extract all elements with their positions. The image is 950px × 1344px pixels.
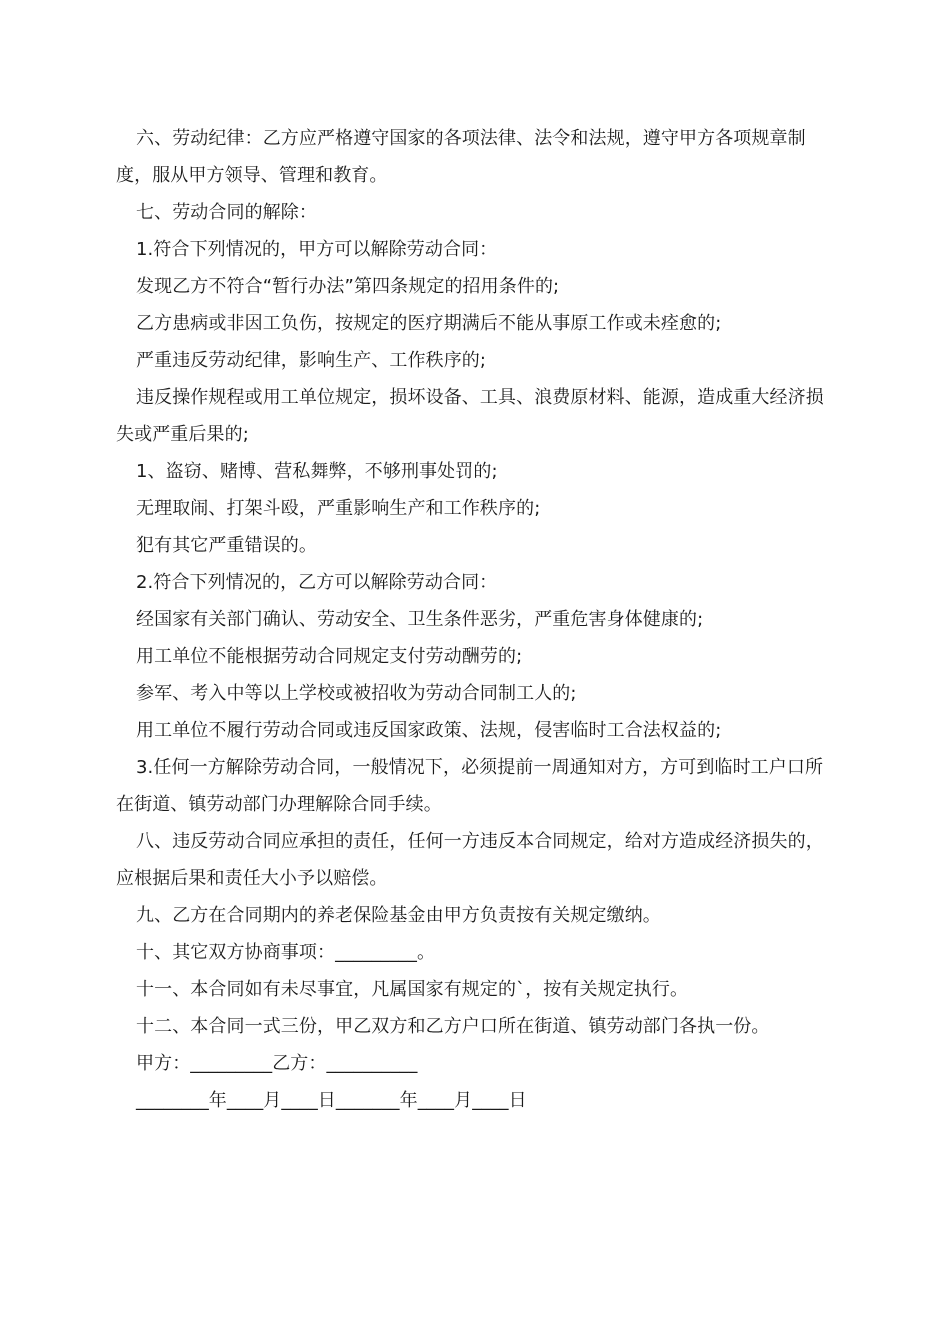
paragraph-condition-discipline: 严重违反劳动纪律，影响生产、工作秩序的;	[136, 350, 487, 371]
signature-dates-line: ________年____月____日_______年____月____日	[136, 1090, 527, 1111]
paragraph-termination-notice: 3.任何一方解除劳动合同，一般情况下，必须提前一周通知对方，方可到临时工户口所在街道、镇劳动部门办理解除合同手续。	[116, 757, 824, 815]
paragraph-copies: 十二、本合同一式三份，甲乙双方和乙方户口所在街道、镇劳动部门各执一份。	[136, 1016, 770, 1037]
contract-body	[116, 120, 838, 1119]
paragraph-condition-illness: 乙方患病或非因工负伤，按规定的医疗期满后不能从事原工作或未痊愈的;	[136, 313, 722, 334]
paragraph-condition-fighting: 无理取闹、打架斗殴，严重影响生产和工作秩序的;	[136, 498, 541, 519]
paragraph-condition-safety: 经国家有关部门确认、劳动安全、卫生条件恶劣，严重危害身体健康的;	[136, 609, 704, 630]
paragraph-employer-termination-conditions: 1.符合下列情况的，甲方可以解除劳动合同：	[136, 239, 498, 260]
signature-parties-line: 甲方：_________乙方：__________	[136, 1053, 418, 1074]
paragraph-pension: 九、乙方在合同期内的养老保险基金由甲方负责按有关规定缴纳。	[136, 905, 661, 926]
paragraph-condition-payment: 用工单位不能根据劳动合同规定支付劳动酬劳的;	[136, 646, 523, 667]
paragraph-condition-breach: 用工单位不履行劳动合同或违反国家政策、法规，侵害临时工合法权益的;	[136, 720, 722, 741]
paragraph-employee-termination-conditions: 2.符合下列情况的，乙方可以解除劳动合同：	[136, 572, 498, 593]
paragraph-condition-hiring: 发现乙方不符合“暂行办法”第四条规定的招用条件的;	[136, 276, 560, 297]
paragraph-condition-other-errors: 犯有其它严重错误的。	[136, 535, 317, 556]
paragraph-condition-military-school: 参军、考入中等以上学校或被招收为劳动合同制工人的;	[136, 683, 577, 704]
paragraph-liability: 八、违反劳动合同应承担的责任，任何一方违反本合同规定，给对方造成经济损失的，应根据后果和责任大小予以赔偿。	[116, 831, 824, 889]
paragraph-unresolved-matters: 十一、本合同如有未尽事宜，凡属国家有规定的`，按有关规定执行。	[136, 979, 689, 1000]
paragraph-termination-heading: 七、劳动合同的解除：	[136, 202, 317, 223]
paragraph-labor-discipline: 六、劳动纪律：乙方应严格遵守国家的各项法律、法令和法规，遵守甲方各项规章制度，服从甲方领导、管理和教育。	[116, 128, 806, 186]
paragraph-condition-theft: 1、盗窃、赌博、营私舞弊，不够刑事处罚的;	[136, 461, 498, 482]
paragraph-condition-operations: 违反操作规程或用工单位规定，损坏设备、工具、浪费原材料、能源，造成重大经济损失或严重后果的;	[116, 387, 824, 445]
paragraph-other-matters: 十、其它双方协商事项：_________。	[136, 942, 436, 963]
